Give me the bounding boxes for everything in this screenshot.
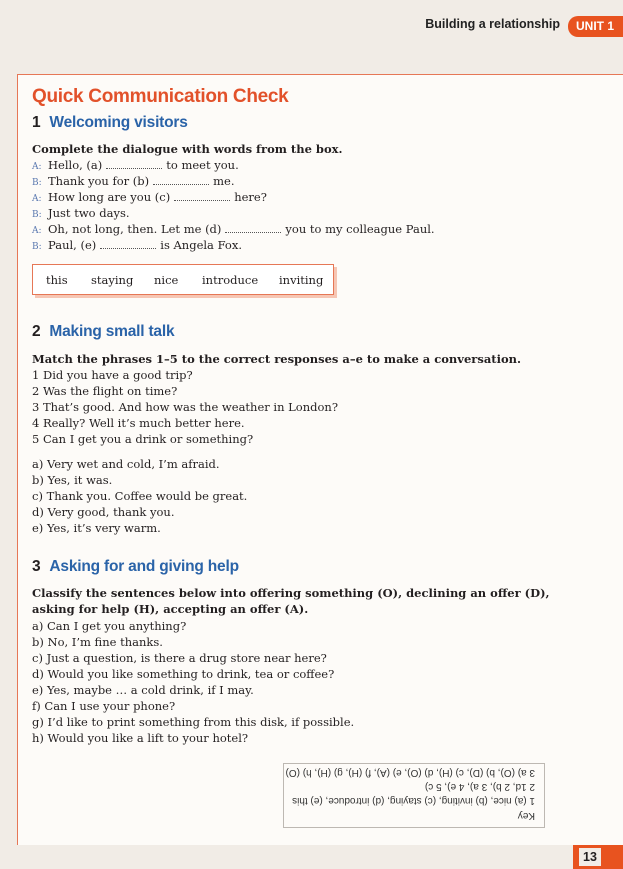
section-heading-text: Welcoming visitors [49,114,188,131]
section-heading-text: Asking for and giving help [49,558,239,575]
phrase-item: 1 Did you have a good trip? [32,368,193,382]
page-number-tab [573,845,623,869]
page-number: 13 [579,848,601,866]
phrase-item: 5 Can I get you a drink or something? [32,432,254,446]
sentence-item: b) No, I’m fine thanks. [32,635,163,649]
section-2-heading [32,323,174,341]
response-item: d) Very good, thank you. [32,505,175,519]
speaker-label: A: [32,226,42,236]
section-3-instruction-cont: asking for help (H), accepting an offer (A). [32,602,309,616]
line-text: here? [234,190,267,204]
sentence-item: f) Can I use your phone? [32,699,176,713]
line-text: How long are you (c) [48,190,171,204]
answer-blank[interactable] [174,190,230,201]
response-item: a) Very wet and cold, I’m afraid. [32,457,220,471]
line-text: is Angela Fox. [160,238,242,252]
answer-key-title: Key [517,810,535,821]
section-1-heading [32,114,188,132]
speaker-label: B: [32,178,42,188]
section-heading-text: Making small talk [49,323,175,340]
line-text: Paul, (e) [48,238,97,252]
line-text: Oh, not long, then. Let me (d) [48,222,222,236]
sentence-item: e) Yes, maybe … a cold drink, if I may. [32,683,254,697]
response-item: e) Yes, it’s very warm. [32,521,161,535]
line-text: Just two days. [48,206,130,220]
word-option: staying [91,273,134,287]
word-option: this [46,273,68,287]
line-text: me. [213,174,235,188]
answer-key-line: 2 1d, 2 b), 3 a), 4 e), 5 c) [424,781,535,792]
answer-blank[interactable] [153,174,209,185]
speaker-label: B: [32,242,42,252]
response-item: c) Thank you. Coffee would be great. [32,489,248,503]
phrase-item: 2 Was the flight on time? [32,384,178,398]
page-title: Quick Communication Check [32,86,289,107]
line-text: you to my colleague Paul. [285,222,435,236]
answer-blank[interactable] [225,222,281,233]
line-text: Hello, (a) [48,158,103,172]
answer-blank[interactable] [106,158,162,169]
line-text: to meet you. [166,158,239,172]
phrase-item: 3 That’s good. And how was the weather in London? [32,400,338,414]
sentence-item: h) Would you like a lift to your hotel? [32,731,249,745]
phrase-item: 4 Really? Well it’s much better here. [32,416,245,430]
sentence-item: g) I’d like to print something from this disk, if possible. [32,715,355,729]
line-text: Thank you for (b) [48,174,150,188]
speaker-label: A: [32,162,42,172]
word-option: nice [154,273,179,287]
word-box [32,264,334,295]
section-number: 1 [32,114,41,131]
answer-key-box [283,763,545,828]
word-option: introduce [202,273,259,287]
answer-blank[interactable] [100,238,156,249]
section-1-instruction: Complete the dialogue with words from the box. [32,142,343,156]
section-2-instruction: Match the phrases 1–5 to the correct responses a–e to make a conversation. [32,352,521,366]
response-item: b) Yes, it was. [32,473,113,487]
unit-badge: UNIT 1 [568,16,623,37]
section-3-instruction: Classify the sentences below into offering something (O), declining an offer (D), [32,586,550,600]
word-option: inviting [279,273,324,287]
speaker-label: A: [32,194,42,204]
sentence-item: a) Can I get you anything? [32,619,187,633]
answer-key-line: 1 (a) nice, (b) inviting, (c) staying, (d) introduce, (e) this [292,795,535,806]
section-3-heading [32,558,239,576]
sentence-item: c) Just a question, is there a drug store near here? [32,651,327,665]
section-number: 3 [32,558,41,575]
dialogue-line [32,237,242,255]
answer-key-line: 3 a) (O), b) (D), c) (H), d) (O), e) (A), f) (H), g) (H), h) (O) [285,767,535,778]
header-title: Building a relationship [425,17,560,31]
speaker-label: B: [32,210,42,220]
sentence-item: d) Would you like something to drink, tea or coffee? [32,667,335,681]
section-number: 2 [32,323,41,340]
